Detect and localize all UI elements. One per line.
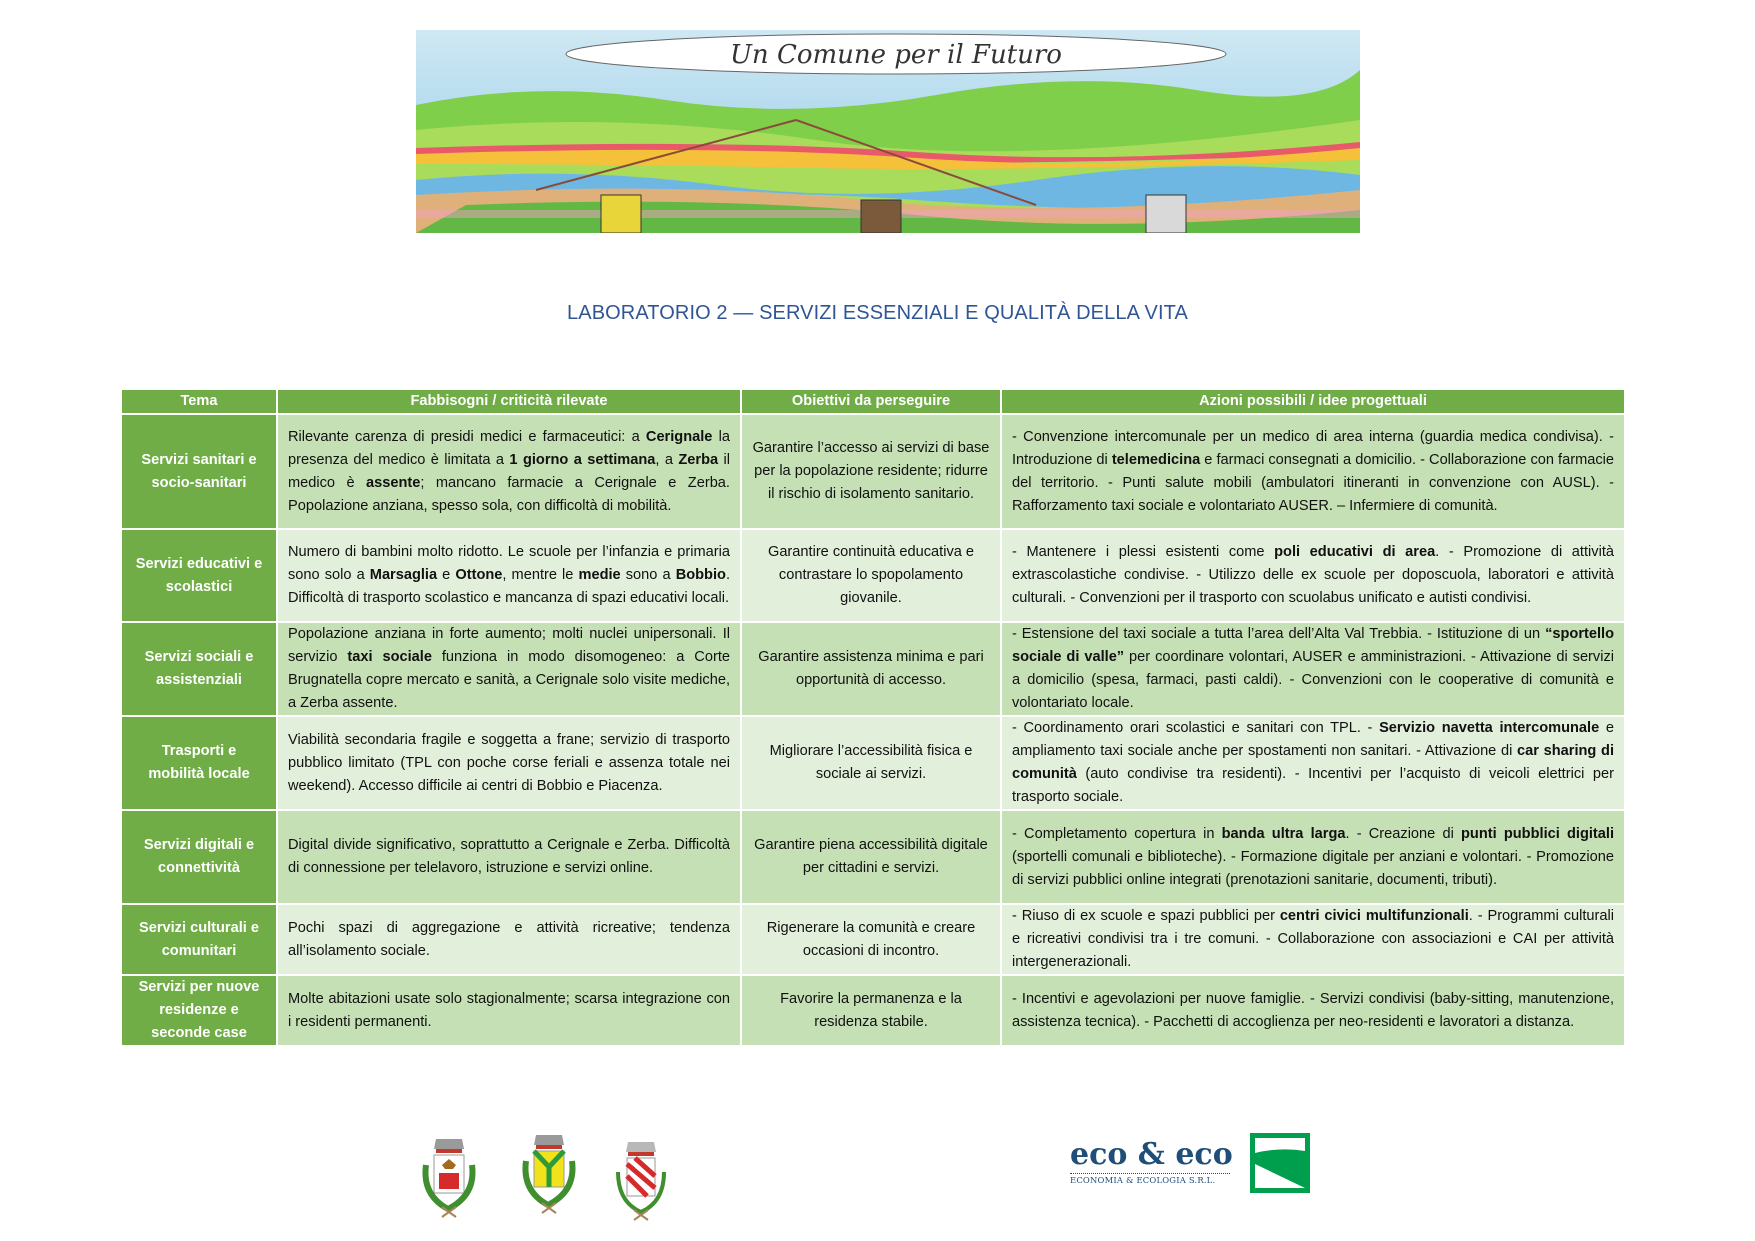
bold-text: Ottone — [455, 567, 503, 583]
row-fabbisogni — [277, 975, 741, 1046]
row-obiettivi: Rigenerare la comunità e creare occasioni di incontro. — [741, 904, 1001, 975]
table-row — [121, 810, 1625, 904]
text-segment: ; mancano farmacie a Cerignale e Zerba. Popolazione anziana, spesso sola, con difficoltà di mobilità. — [288, 474, 730, 514]
bold-text: Marsaglia — [369, 567, 438, 583]
text-segment: - Convenzione intercomunale per un medico di area interna (guardia medica condivisa). - Introduzione di — [1012, 428, 1614, 468]
table-row — [121, 904, 1625, 975]
row-fabbisogni — [277, 622, 741, 716]
text-segment: . - Creazione di — [1345, 825, 1462, 842]
row-obiettivi: Garantire continuità educativa e contrastare lo spopolamento giovanile. — [741, 529, 1001, 622]
municipal-crest-yellow-green-icon — [518, 1131, 580, 1223]
text-segment: - Completamento copertura in — [1012, 825, 1222, 842]
text-segment: il medico è — [288, 451, 731, 491]
text-segment: (auto condivise tra residenti). - Incentivi per l’acquisto di veicoli elettrici per trasporto sociale. — [1012, 766, 1614, 805]
text-segment: , mentre le — [502, 567, 579, 583]
row-tema: Servizi sanitari e socio-sanitari — [121, 414, 277, 529]
eco-eco-logo — [1070, 1137, 1233, 1190]
municipal-crest-eagle-tower-icon — [418, 1135, 480, 1225]
row-tema: Servizi per nuove residenze e seconde case — [121, 975, 277, 1046]
header-tema: Tema — [121, 390, 277, 414]
text-segment: Numero di bambini molto ridotto. Le scuole per l’infanzia e primaria sono solo a — [288, 544, 730, 583]
municipal-crest-red-white-stripes-icon — [612, 1138, 670, 1228]
header-azioni: Azioni possibili / idee progettuali — [1001, 390, 1625, 414]
table-row — [121, 414, 1625, 529]
row-tema: Servizi digitali e connettività — [121, 810, 277, 904]
bold-text: punti pubblici digitali — [1461, 825, 1615, 842]
table-header-row — [121, 390, 1625, 414]
text-segment: (sportelli comunali e biblioteche). - Formazione digitale per anziani e volontari. - Promozione di servizi pubblici online integrati (prenotazioni sanitarie, documenti, tributi). — [1012, 848, 1614, 888]
row-fabbisogni — [277, 529, 741, 622]
page-title: LABORATORIO 2 — SERVIZI ESSENZIALI E QUALITÀ DELLA VITA — [567, 302, 1188, 324]
text-segment: . Difficoltà di trasporto scolastico e mancanza di spazi educativi locali. — [288, 567, 731, 606]
row-obiettivi: Favorire la permanenza e la residenza stabile. — [741, 975, 1001, 1046]
row-obiettivi: Garantire l’accesso ai servizi di base per la popolazione residente; ridurre il rischio di isolamento sanitario. — [741, 414, 1001, 529]
bold-text: “sportello sociale di valle” — [1012, 626, 1614, 665]
row-azioni — [1001, 414, 1625, 529]
text-segment: - Coordinamento orari scolastici e sanitari con TPL. - — [1012, 720, 1380, 736]
text-segment: Digital divide significativo, soprattutto a Cerignale e Zerba. Difficoltà di connessione per telelavoro, istruzione e servizi online. — [288, 837, 730, 876]
row-azioni — [1001, 529, 1625, 622]
bold-text: poli educativi di area — [1274, 544, 1436, 560]
bold-text: Cerignale — [645, 428, 713, 445]
row-fabbisogni — [277, 716, 741, 810]
row-tema: Servizi educativi e scolastici — [121, 529, 277, 622]
header-obiettivi: Obiettivi da perseguire — [741, 390, 1001, 414]
text-segment: Rilevante carenza di presidi medici e farmaceutici: a — [288, 428, 646, 445]
row-obiettivi: Garantire assistenza minima e pari opportunità di accesso. — [741, 622, 1001, 716]
text-segment: Viabilità secondaria fragile e soggetta a frane; servizio di trasporto pubblico limitato (TPL con poche corse feriali e assenza totale nei weekend). Accesso difficile ai centri di Bobbio e Piacenza. — [288, 731, 730, 794]
text-segment: . - Promozione di attività extrascolastiche condivise. - Utilizzo delle ex scuole per doposcuola, laboratori e attività culturali. - Convenzioni per il trasporto con scuolabus unificato e autisti condivisi. — [1012, 544, 1614, 606]
text-segment: , a — [655, 451, 679, 468]
row-obiettivi: Garantire piena accessibilità digitale per cittadini e servizi. — [741, 810, 1001, 904]
text-segment: - Estensione del taxi sociale a tutta l’area dell’Alta Val Trebbia. - Istituzione di un — [1012, 626, 1546, 642]
bold-text: assente — [366, 474, 421, 491]
row-azioni — [1001, 904, 1625, 975]
text-segment: e — [437, 567, 456, 583]
bold-text: car sharing di comunità — [1012, 743, 1614, 782]
text-segment: - Incentivi e agevolazioni per nuove famiglie. - Servizi condivisi (baby-sitting, manutenzione, assistenza tecnica). - Pacchetti di accoglienza per neo-residenti e lavoratori a distanza. — [1012, 990, 1614, 1030]
bold-text: banda ultra larga — [1221, 825, 1346, 842]
row-azioni — [1001, 810, 1625, 904]
bold-text: 1 giorno a settimana — [509, 451, 656, 468]
row-azioni — [1001, 622, 1625, 716]
banner-logo-text: Un Comune per il Futuro — [730, 40, 1062, 70]
text-segment: la presenza del medico è limitata a — [288, 428, 730, 468]
bold-text: medie — [578, 567, 621, 583]
text-segment: sono a — [620, 567, 676, 583]
table-row — [121, 975, 1625, 1046]
text-segment: e farmaci consegnati a domicilio. - Collaborazione con farmacie del territorio. - Punti salute mobili (ambulatori itineranti in convenzione con AUSL). - Rafforzamento taxi sociale e volontariato AUSER. – Infermiere di comunità. — [1012, 451, 1614, 514]
row-azioni — [1001, 975, 1625, 1046]
services-table — [120, 390, 1626, 1047]
row-fabbisogni — [277, 810, 741, 904]
text-segment: Pochi spazi di aggregazione e attività ricreative; tendenza all’isolamento sociale. — [288, 919, 730, 959]
text-segment: . - Programmi culturali e ricreativi condivisi tra i tre comuni. - Collaborazione con associazioni e CAI per attività intergenerazionali. — [1012, 908, 1614, 970]
row-tema: Servizi culturali e comunitari — [121, 904, 277, 975]
text-segment: Popolazione anziana in forte aumento; molti nuclei unipersonali. Il servizio — [288, 626, 730, 665]
eco-logo-main: eco & eco — [1070, 1137, 1233, 1172]
row-fabbisogni — [277, 414, 741, 529]
bold-text: taxi sociale — [347, 649, 432, 665]
text-segment: per coordinare volontari, AUSER e amministrazioni. - Attivazione di servizi a domicilio (spesa, farmaci, pasti caldi). - Convenzioni con le cooperative di comunità e volontariato locale. — [1012, 649, 1614, 711]
bold-text: Zerba — [678, 451, 719, 468]
text-segment: funziona in modo disomogeneo: a Corte Brugnatella copre mercato e sanità, a Cerignale solo visite mediche, a Zerba assente. — [288, 649, 730, 711]
header-fabbisogni: Fabbisogni / criticità rilevate — [277, 390, 741, 414]
banner-illustration — [416, 30, 1360, 233]
bold-text: centri civici multifunzionali — [1279, 908, 1469, 924]
bold-text: telemedicina — [1111, 451, 1201, 468]
row-fabbisogni — [277, 904, 741, 975]
table-row — [121, 622, 1625, 716]
text-segment: - Mantenere i plessi esistenti come — [1012, 544, 1275, 560]
row-tema: Servizi sociali e assistenziali — [121, 622, 277, 716]
text-segment: - Riuso di ex scuole e spazi pubblici per — [1012, 908, 1280, 924]
bold-text: Servizio navetta intercomunale — [1379, 720, 1600, 736]
table-row — [121, 529, 1625, 622]
emilia-romagna-region-logo-icon — [1250, 1133, 1310, 1193]
row-tema: Trasporti e mobilità locale — [121, 716, 277, 810]
landscape-banner-icon — [416, 30, 1360, 233]
text-segment: e ampliamento taxi sociale anche per spostamenti non sanitari. - Attivazione di — [1012, 720, 1614, 759]
row-obiettivi: Migliorare l’accessibilità fisica e sociale ai servizi. — [741, 716, 1001, 810]
table-row — [121, 716, 1625, 810]
bold-text: Bobbio — [675, 567, 726, 583]
row-azioni — [1001, 716, 1625, 810]
eco-logo-sub: ECONOMIA & ECOLOGIA S.R.L. — [1070, 1173, 1230, 1185]
text-segment: Molte abitazioni usate solo stagionalmente; scarsa integrazione con i residenti permanenti. — [288, 990, 730, 1030]
